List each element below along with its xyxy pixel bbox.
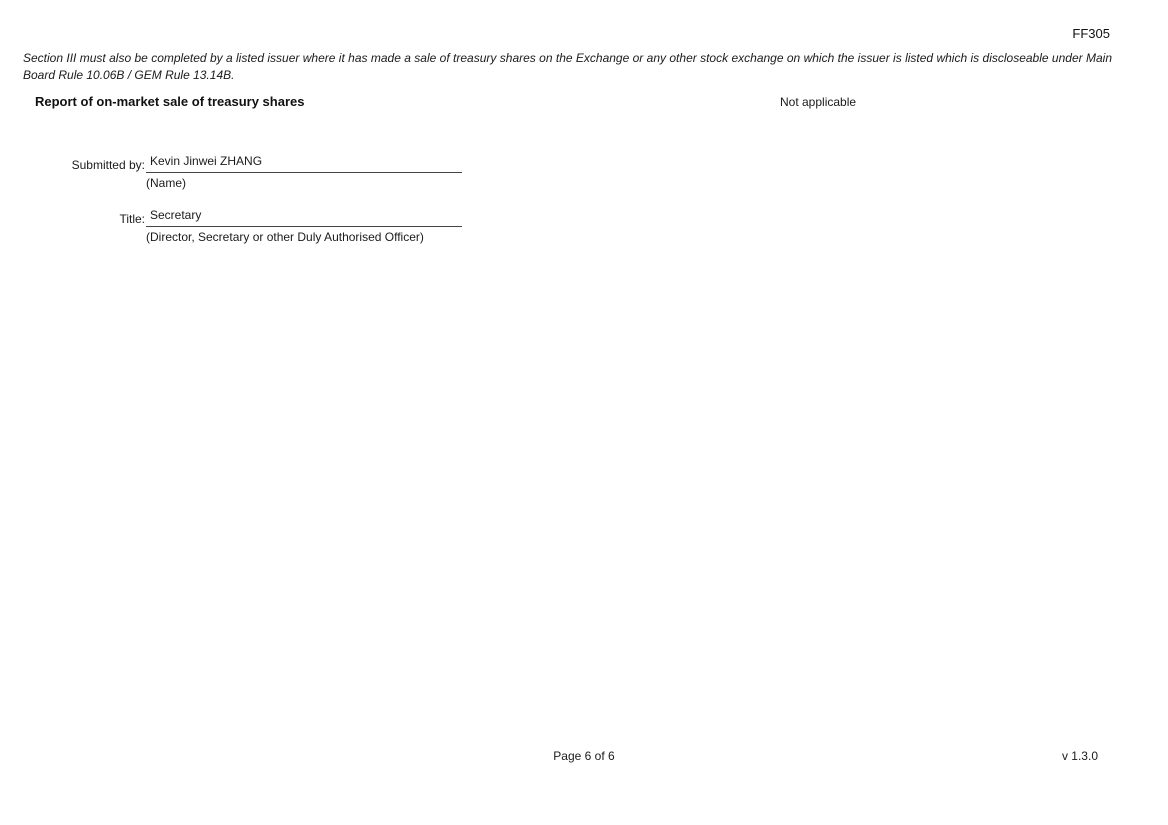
title-value: Secretary bbox=[150, 208, 202, 222]
title-label: Title: bbox=[119, 212, 145, 226]
title-hint: (Director, Secretary or other Duly Authorised Officer) bbox=[146, 230, 424, 244]
title-underline bbox=[146, 226, 462, 227]
page-number: Page 6 of 6 bbox=[553, 749, 615, 763]
section-title: Report of on-market sale of treasury shares bbox=[35, 94, 305, 109]
version-label: v 1.3.0 bbox=[1061, 749, 1098, 763]
form-code-label: FF305 bbox=[1072, 26, 1110, 41]
section-iii-note: Section III must also be completed by a listed issuer where it has made a sale of treasury shares on the Exchange or any other stock exchange on which the issuer is listed which is discloseable under Main Board Rule 10.06B / GEM Rule 13.14B. bbox=[23, 51, 1112, 82]
submitted-by-value: Kevin Jinwei ZHANG bbox=[150, 154, 263, 168]
submitted-by-underline bbox=[146, 172, 462, 173]
submitted-by-hint: (Name) bbox=[146, 176, 187, 190]
section-status: Not applicable bbox=[780, 95, 857, 109]
submitted-by-label: Submitted by: bbox=[71, 158, 145, 172]
